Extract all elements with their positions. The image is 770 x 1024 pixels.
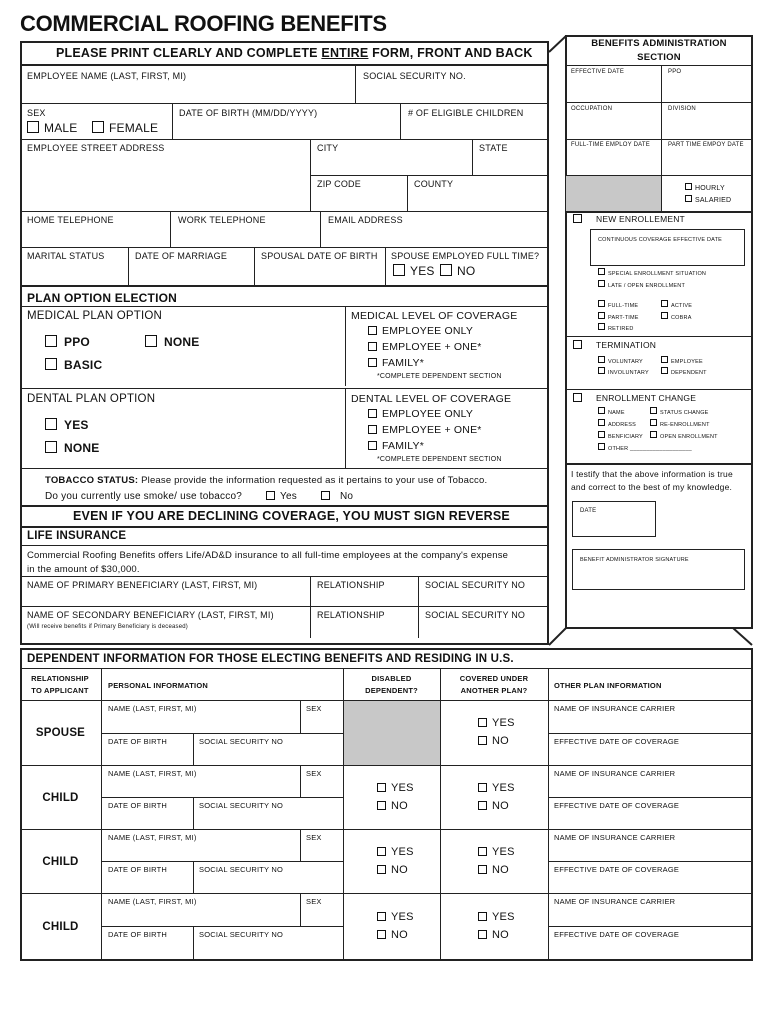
medical-employee-only-checkbox[interactable] [368, 326, 377, 335]
female-option[interactable]: FEMALE [92, 121, 158, 135]
tobacco-yes[interactable]: Yes [266, 491, 297, 502]
child-1-covered-no[interactable]: NO [478, 800, 509, 812]
col-other: OTHER PLAN INFORMATION [554, 681, 662, 690]
child-3-disabled-no[interactable]: NO [377, 929, 408, 941]
basic-checkbox[interactable] [45, 358, 57, 370]
cobra-checkbox[interactable] [661, 312, 668, 319]
tobacco-question: Do you currently use smoke/ use tobacco? [45, 491, 242, 502]
open-enrollment-option[interactable]: OPEN ENROLLMENT [650, 431, 718, 440]
child-2-disabled-yes[interactable]: YES [377, 846, 414, 858]
spouse-no-checkbox[interactable] [440, 264, 452, 276]
termination-dependent-option[interactable]: DEPENDENT [661, 367, 707, 376]
change-other-option[interactable]: OTHER ___________________ [598, 443, 692, 452]
child-3-relationship: CHILD [42, 921, 79, 933]
child-3-disabled-yes[interactable]: YES [377, 911, 414, 923]
dental-dependent-note: *COMPLETE DEPENDENT SECTION [377, 456, 502, 463]
new-enrollment-option[interactable]: NEW ENROLLEMENT [573, 214, 685, 224]
retired-option[interactable]: RETIRED [598, 323, 634, 332]
change-address-option[interactable]: ADDRESS [598, 419, 636, 428]
male-option[interactable]: MALE [27, 121, 77, 135]
col-disabled-1: DISABLED [371, 674, 412, 683]
medical-none-option[interactable]: NONE [145, 335, 199, 349]
medical-employee-only[interactable]: EMPLOYEE ONLY [368, 325, 473, 337]
status-change-option[interactable]: STATUS CHANGE [650, 407, 709, 416]
dental-employee-only-checkbox[interactable] [368, 409, 377, 418]
secondary-beneficiary-note: (Will receive benefits if Primary Beneficiary is deceased) [27, 624, 188, 630]
spouse-dob-field[interactable]: DATE OF BIRTH [108, 737, 167, 746]
salaried-checkbox[interactable] [685, 195, 692, 202]
life-insurance-heading: LIFE INSURANCE [27, 530, 127, 542]
child-2-ssn-field[interactable]: SOCIAL SECURITY NO [199, 865, 284, 874]
medical-level-label: MEDICAL LEVEL OF COVERAGE [351, 310, 518, 322]
child-2-name-field[interactable]: NAME (LAST, FIRST, MI) [108, 833, 197, 842]
dob-field[interactable]: DATE OF BIRTH (MM/DD/YYYY) [179, 108, 318, 118]
termination-dependent-checkbox[interactable] [661, 367, 668, 374]
hourly-option[interactable]: HOURLY [685, 183, 725, 192]
marital-status-field[interactable]: MARITAL STATUS [27, 251, 105, 261]
spouse-relationship: SPOUSE [35, 727, 86, 739]
child-3-covered-no[interactable]: NO [478, 929, 509, 941]
medical-plan-option-label: MEDICAL PLAN OPTION [27, 310, 163, 322]
spouse-name-field[interactable]: NAME (LAST, FIRST, MI) [108, 704, 197, 713]
medical-family-checkbox[interactable] [368, 358, 377, 367]
testify-text-1: I testify that the above information is true [571, 469, 733, 479]
child-1-disabled-no-checkbox[interactable] [377, 801, 386, 810]
basic-option[interactable]: BASIC [45, 358, 102, 372]
admin-heading-2: SECTION [637, 52, 681, 63]
state-field[interactable]: STATE [479, 143, 508, 153]
cobra-option[interactable]: COBRA [661, 312, 692, 321]
admin-panel [565, 35, 753, 629]
change-name-option[interactable]: NAME [598, 407, 625, 416]
child-1-sex-field[interactable]: SEX [306, 769, 322, 778]
dependent-heading: DEPENDENT INFORMATION FOR THOSE ELECTING BENEFITS AND RESIDING IN U.S. [27, 653, 514, 665]
involuntary-checkbox[interactable] [598, 367, 605, 374]
active-checkbox[interactable] [661, 300, 668, 307]
part-time-option[interactable]: PART-TIME [598, 312, 639, 321]
continuous-coverage-label: CONTINUOUS COVERAGE EFFECTIVE DATE [598, 237, 723, 243]
secondary-ssn-field[interactable]: SOCIAL SECURITY NO [425, 610, 526, 620]
child-1-covered-yes[interactable]: YES [478, 782, 515, 794]
termination-employee-option[interactable]: EMPLOYEE [661, 356, 703, 365]
street-address-field[interactable]: EMPLOYEE STREET ADDRESS [27, 143, 165, 153]
special-enrollment-checkbox[interactable] [598, 268, 605, 275]
dental-employee-one-checkbox[interactable] [368, 425, 377, 434]
admin-heading-1: BENEFITS ADMINISTRATION [591, 38, 727, 49]
ssn-field[interactable]: SOCIAL SECURITY NO. [363, 71, 466, 81]
enrollment-change-checkbox[interactable] [573, 393, 582, 402]
spouse-sex-field[interactable]: SEX [306, 704, 322, 713]
child-3-ssn-field[interactable]: SOCIAL SECURITY NO [199, 930, 284, 939]
primary-relationship-field[interactable]: RELATIONSHIP [317, 580, 385, 590]
child-1-effective-field[interactable]: EFFECTIVE DATE OF COVERAGE [554, 801, 680, 810]
tobacco-no[interactable]: No [321, 491, 353, 502]
child-2-relationship: CHILD [42, 856, 79, 868]
retired-checkbox[interactable] [598, 323, 605, 330]
page-title: COMMERCIAL ROOFING BENEFITS [20, 11, 387, 36]
dental-yes-option[interactable]: YES [45, 418, 89, 432]
eligible-children-field[interactable]: # OF ELIGIBLE CHILDREN [408, 108, 524, 118]
voluntary-checkbox[interactable] [598, 356, 605, 363]
spousal-dob-field[interactable]: SPOUSAL DATE OF BIRTH [261, 251, 378, 261]
status-change-checkbox[interactable] [650, 407, 657, 414]
change-name-checkbox[interactable] [598, 407, 605, 414]
change-address-checkbox[interactable] [598, 419, 605, 426]
child-2-carrier-field[interactable]: NAME OF INSURANCE CARRIER [554, 833, 676, 842]
home-phone-field[interactable]: HOME TELEPHONE [27, 215, 114, 225]
termination-option[interactable]: TERMINATION [573, 340, 656, 350]
primary-ssn-field[interactable]: SOCIAL SECURITY NO [425, 580, 526, 590]
spouse-carrier-field[interactable]: NAME OF INSURANCE CARRIER [554, 704, 676, 713]
admin-effective-date[interactable]: EFFECTIVE DATE [571, 69, 625, 75]
spouse-ssn-field[interactable]: SOCIAL SECURITY NO [199, 737, 284, 746]
child-2-covered-yes-checkbox[interactable] [478, 847, 487, 856]
spouse-covered-yes-checkbox[interactable] [478, 718, 487, 727]
child-1-relationship: CHILD [42, 792, 79, 804]
child-1-name-field[interactable]: NAME (LAST, FIRST, MI) [108, 769, 197, 778]
child-2-disabled-no[interactable]: NO [377, 864, 408, 876]
child-3-sex-field[interactable]: SEX [306, 897, 322, 906]
spouse-yes-checkbox[interactable] [393, 264, 405, 276]
full-time-checkbox[interactable] [598, 300, 605, 307]
child-1-carrier-field[interactable]: NAME OF INSURANCE CARRIER [554, 769, 676, 778]
medical-employee-one[interactable]: EMPLOYEE + ONE* [368, 341, 482, 353]
child-1-disabled-yes-checkbox[interactable] [377, 783, 386, 792]
medical-dependent-note: *COMPLETE DEPENDENT SECTION [377, 373, 502, 380]
dental-employee-one[interactable]: EMPLOYEE + ONE* [368, 424, 482, 436]
spouse-covered-yes[interactable]: YES [478, 717, 515, 729]
employee-name-field[interactable]: EMPLOYEE NAME (LAST, FIRST, MI) [27, 71, 187, 81]
admin-division[interactable]: DIVISION [668, 106, 696, 112]
spouse-effective-field[interactable]: EFFECTIVE DATE OF COVERAGE [554, 737, 680, 746]
medical-employee-one-checkbox[interactable] [368, 342, 377, 351]
dental-none-checkbox[interactable] [45, 441, 57, 453]
child-3-covered-yes[interactable]: YES [478, 911, 515, 923]
tobacco-yes-checkbox[interactable] [266, 491, 275, 500]
medical-family[interactable]: FAMILY* [368, 357, 424, 369]
sex-label: SEX [27, 108, 46, 118]
child-2-dob-field[interactable]: DATE OF BIRTH [108, 865, 167, 874]
work-phone-field[interactable]: WORK TELEPHONE [178, 215, 266, 225]
admin-signature-field[interactable] [572, 549, 745, 590]
spouse-covered-no[interactable]: NO [478, 735, 509, 747]
child-1-disabled-yes[interactable]: YES [377, 782, 414, 794]
child-2-covered-no[interactable]: NO [478, 864, 509, 876]
email-field[interactable]: EMAIL ADDRESS [328, 215, 403, 225]
spouse-covered-no-checkbox[interactable] [478, 736, 487, 745]
admin-shaded-cell [566, 176, 661, 211]
child-1-dob-field[interactable]: DATE OF BIRTH [108, 801, 167, 810]
zip-field[interactable]: ZIP CODE [317, 179, 361, 189]
child-3-effective-field[interactable]: EFFECTIVE DATE OF COVERAGE [554, 930, 680, 939]
child-1-covered-yes-checkbox[interactable] [478, 783, 487, 792]
admin-ppo[interactable]: PPO [668, 69, 682, 75]
dental-family-checkbox[interactable] [368, 441, 377, 450]
col-relationship-2: TO APPLICANT [31, 686, 89, 695]
testify-text-2: and correct to the best of my knowledge. [571, 482, 733, 492]
active-option[interactable]: ACTIVE [661, 300, 692, 309]
child-2-covered-yes[interactable]: YES [478, 846, 515, 858]
special-enrollment[interactable]: SPECIAL ENROLLMENT SITUATION [598, 268, 706, 277]
secondary-beneficiary-field[interactable]: NAME OF SECONDARY BENEFICIARY (LAST, FIRST, MI) [27, 610, 274, 620]
spouse-disabled-shaded [344, 701, 440, 765]
child-1-covered-no-checkbox[interactable] [478, 801, 487, 810]
col-disabled-2: DEPENDENT? [365, 686, 418, 695]
salaried-option[interactable]: SALARIED [685, 195, 731, 204]
col-personal: PERSONAL INFORMATION [108, 681, 208, 690]
child-2-effective-field[interactable]: EFFECTIVE DATE OF COVERAGE [554, 865, 680, 874]
child-3-covered-no-checkbox[interactable] [478, 930, 487, 939]
secondary-relationship-field[interactable]: RELATIONSHIP [317, 610, 385, 620]
continuous-coverage-box[interactable] [590, 229, 745, 266]
child-2-disabled-yes-checkbox[interactable] [377, 847, 386, 856]
ppo-option[interactable]: PPO [45, 335, 90, 349]
open-enrollment-checkbox[interactable] [650, 431, 657, 438]
termination-checkbox[interactable] [573, 340, 582, 349]
dental-plan-option-label: DENTAL PLAN OPTION [27, 393, 156, 405]
child-1-disabled-no[interactable]: NO [377, 800, 408, 812]
ppo-checkbox[interactable] [45, 335, 57, 347]
life-insurance-text-1: Commercial Roofing Benefits offers Life/AD&D insurance to all full-time employees at the company's expense [27, 550, 509, 561]
new-enrollment-checkbox[interactable] [573, 214, 582, 223]
part-time-checkbox[interactable] [598, 312, 605, 319]
sign-reverse-notice: EVEN IF YOU ARE DECLINING COVERAGE, YOU MUST SIGN REVERSE [73, 509, 510, 523]
hourly-checkbox[interactable] [685, 183, 692, 190]
dental-family[interactable]: FAMILY* [368, 440, 424, 452]
enrollment-change-option[interactable]: ENROLLMENT CHANGE [573, 393, 696, 403]
spouse-employed-yes[interactable]: YES [393, 264, 435, 278]
dental-level-label: DENTAL LEVEL OF COVERAGE [351, 393, 512, 405]
child-2-sex-field[interactable]: SEX [306, 833, 322, 842]
child-3-name-field[interactable]: NAME (LAST, FIRST, MI) [108, 897, 197, 906]
city-field[interactable]: CITY [317, 143, 339, 153]
child-2-disabled-no-checkbox[interactable] [377, 865, 386, 874]
col-relationship-1: RELATIONSHIP [31, 674, 89, 683]
involuntary-option[interactable]: INVOLUNTARY [598, 367, 649, 376]
child-3-carrier-field[interactable]: NAME OF INSURANCE CARRIER [554, 897, 676, 906]
admin-date-field[interactable] [572, 501, 656, 537]
re-enrollment-option[interactable]: RE-ENROLLMENT [650, 419, 710, 428]
admin-date-label: DATE [580, 508, 597, 514]
admin-part-time-date[interactable]: PART TIME EMPOY DATE [668, 142, 744, 148]
medical-none-checkbox[interactable] [145, 335, 157, 347]
child-3-disabled-yes-checkbox[interactable] [377, 912, 386, 921]
child-3-dob-field[interactable]: DATE OF BIRTH [108, 930, 167, 939]
marriage-date-field[interactable]: DATE OF MARRIAGE [135, 251, 228, 261]
dental-yes-checkbox[interactable] [45, 418, 57, 430]
voluntary-option[interactable]: VOLUNTARY [598, 356, 643, 365]
change-other-checkbox[interactable] [598, 443, 605, 450]
female-checkbox[interactable] [92, 121, 104, 133]
plan-option-heading: PLAN OPTION ELECTION [27, 291, 178, 305]
child-1-ssn-field[interactable]: SOCIAL SECURITY NO [199, 801, 284, 810]
child-2-covered-no-checkbox[interactable] [478, 865, 487, 874]
admin-occupation[interactable]: OCCUPATION [571, 106, 613, 112]
spouse-employed-no[interactable]: NO [440, 264, 475, 278]
primary-beneficiary-field[interactable]: NAME OF PRIMARY BENEFICIARY (LAST, FIRST, MI) [27, 580, 258, 590]
late-enrollment[interactable]: LATE / OPEN ENROLLMENT [598, 280, 685, 289]
tobacco-no-checkbox[interactable] [321, 491, 330, 500]
admin-full-time-date[interactable]: FULL-TIME EMPLOY DATE [571, 142, 650, 148]
instructions: PLEASE PRINT CLEARLY AND COMPLETE ENTIRE FORM, FRONT AND BACK [56, 46, 533, 60]
male-checkbox[interactable] [27, 121, 39, 133]
col-covered-1: COVERED UNDER [459, 674, 529, 683]
change-beneficiary-checkbox[interactable] [598, 431, 605, 438]
dental-employee-only[interactable]: EMPLOYEE ONLY [368, 408, 473, 420]
dental-none-option[interactable]: NONE [45, 441, 99, 455]
spouse-employed-label: SPOUSE EMPLOYED FULL TIME? [391, 251, 540, 261]
re-enrollment-checkbox[interactable] [650, 419, 657, 426]
admin-signature-label: BENEFIT ADMINISTRATOR SIGNATURE [580, 557, 689, 563]
full-time-option[interactable]: FULL-TIME [598, 300, 638, 309]
change-beneficiary-option[interactable]: BENFICIARY [598, 431, 643, 440]
late-enrollment-checkbox[interactable] [598, 280, 605, 287]
termination-employee-checkbox[interactable] [661, 356, 668, 363]
col-covered-2: ANOTHER PLAN? [460, 686, 528, 695]
child-3-disabled-no-checkbox[interactable] [377, 930, 386, 939]
tobacco-status: TOBACCO STATUS: Please provide the information requested as it pertains to your use of Tobacco. [45, 475, 488, 486]
life-insurance-text-2: in the amount of $30,000. [27, 564, 140, 575]
child-3-covered-yes-checkbox[interactable] [478, 912, 487, 921]
county-field[interactable]: COUNTY [414, 179, 454, 189]
